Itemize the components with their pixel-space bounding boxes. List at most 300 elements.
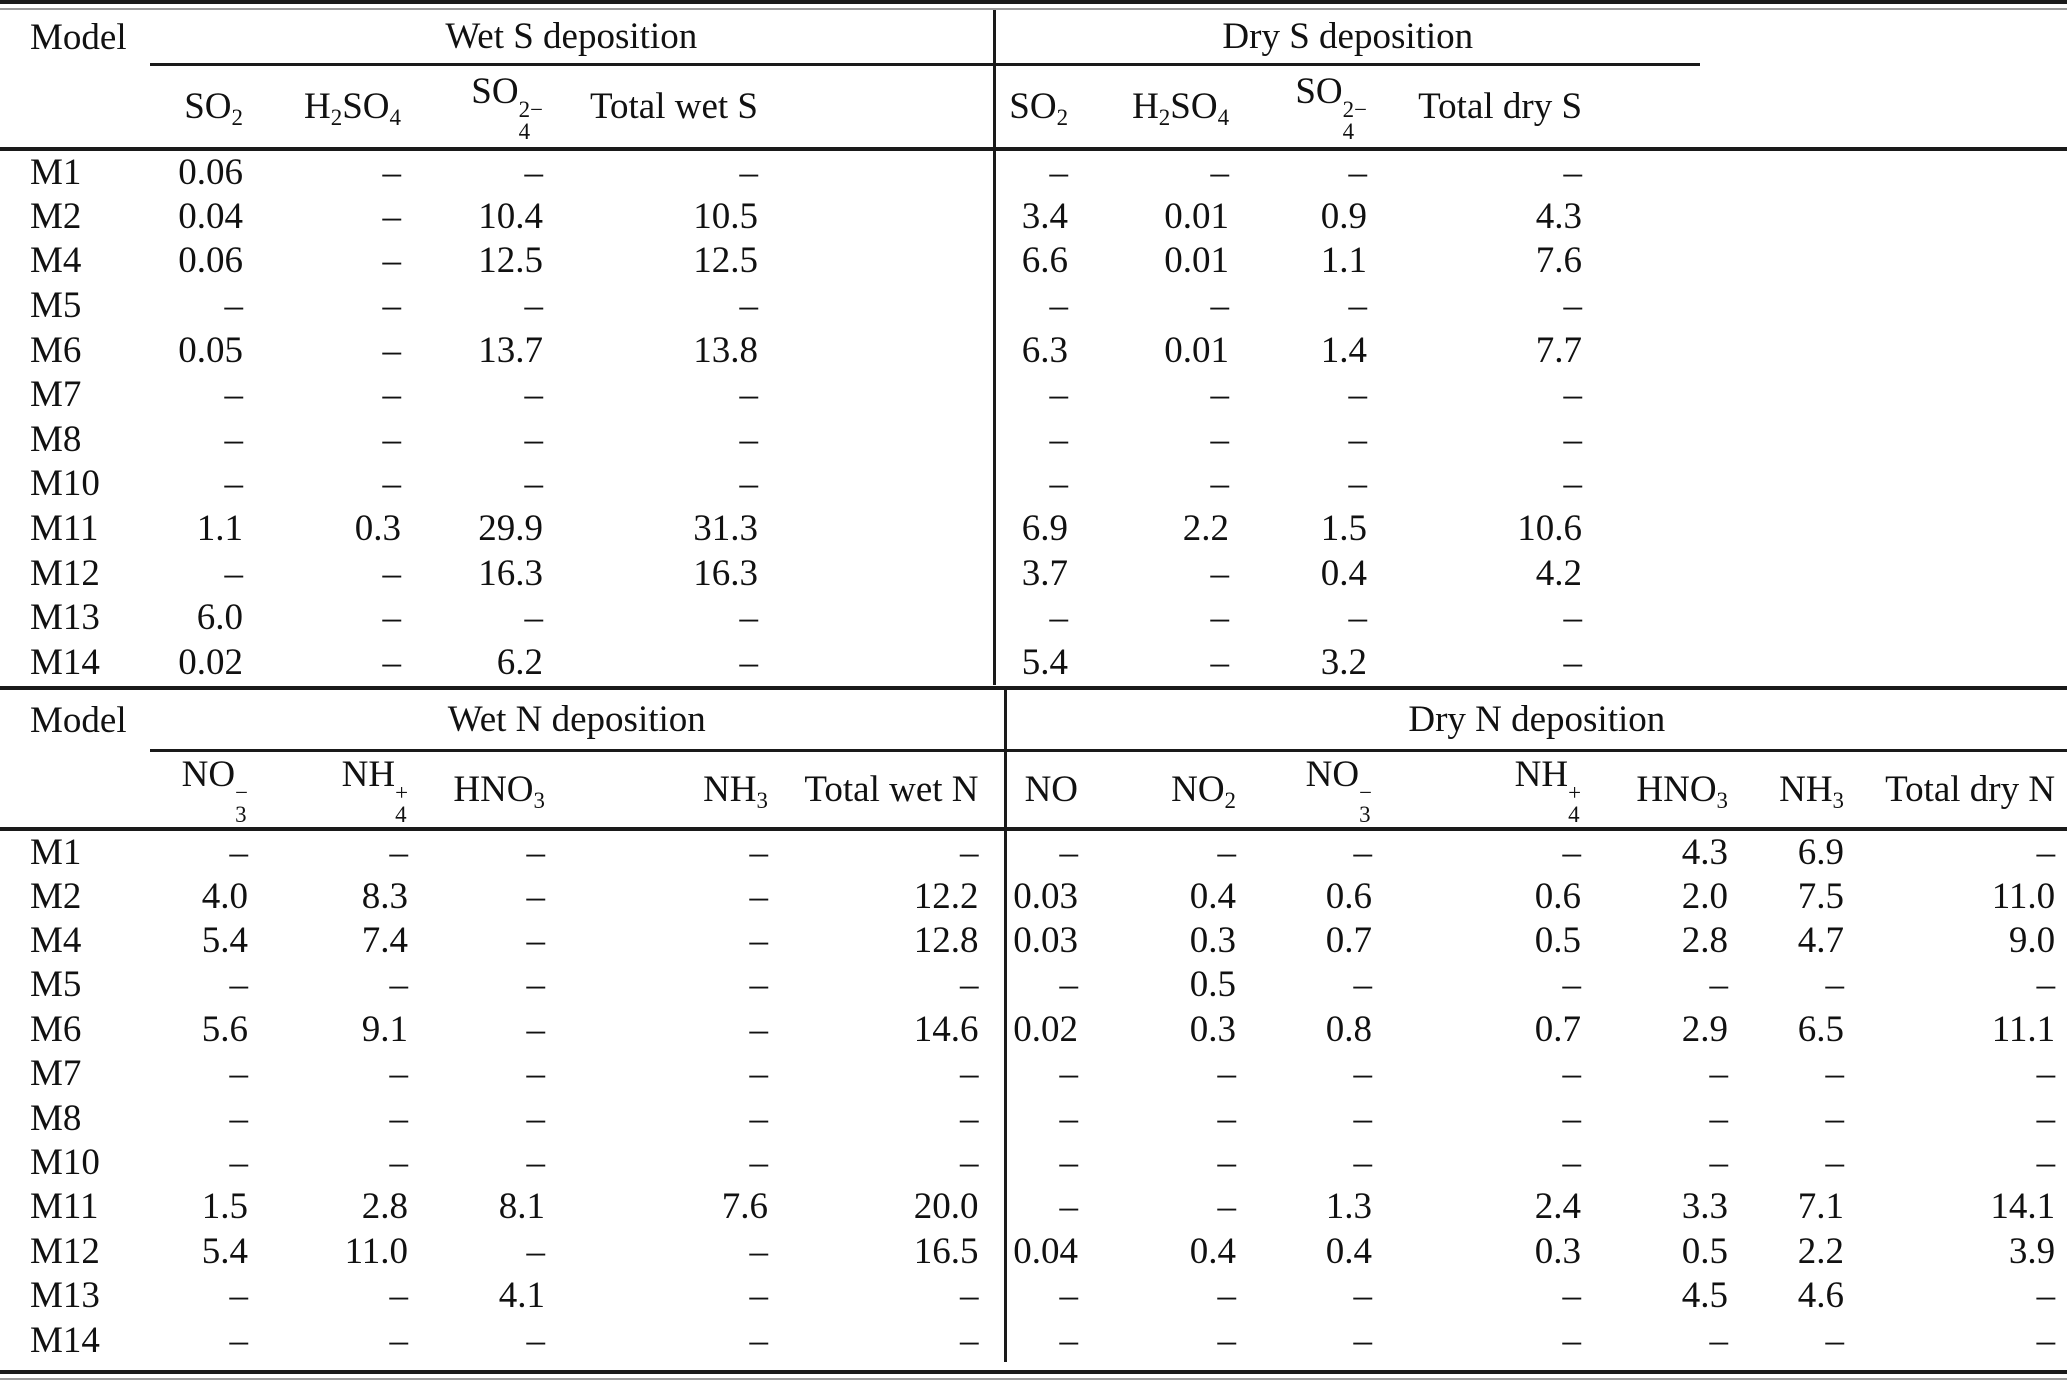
col-header: Total dry N xyxy=(1848,750,2067,829)
cell: – xyxy=(1348,152,1368,193)
col-header: NO − 3 xyxy=(150,750,252,829)
row-label: M12 xyxy=(30,552,100,594)
cell: – xyxy=(389,1275,408,1317)
cell: 29.9 xyxy=(478,507,543,549)
cell: 10.6 xyxy=(1517,507,1583,549)
cell: – xyxy=(382,552,401,594)
col-header: Total wet N xyxy=(772,750,1005,829)
cell: – xyxy=(739,152,758,193)
table-row xyxy=(0,239,2067,284)
cell: – xyxy=(1353,1053,1373,1095)
row-label: M4 xyxy=(30,920,82,962)
cell: 0.3 xyxy=(1534,1230,1582,1272)
spacer xyxy=(1586,640,1700,685)
col-header: Total dry S xyxy=(1371,64,1586,149)
cell: 0.3 xyxy=(1189,920,1237,962)
cell: – xyxy=(229,964,248,1006)
cell: – xyxy=(772,963,1005,1007)
cell: 7.6 xyxy=(1535,240,1583,282)
spacer xyxy=(1700,239,2067,284)
row-label: M4 xyxy=(30,240,82,282)
cell: 1.5 xyxy=(201,1186,248,1228)
spacer xyxy=(762,194,994,239)
cell: – xyxy=(526,1142,545,1184)
cell: 4.0 xyxy=(201,875,248,917)
cell: – xyxy=(382,418,401,460)
col-header: $HNO_3$ xyxy=(1585,750,1732,829)
cell: 2.2 xyxy=(1182,507,1230,549)
cell: 2.2 xyxy=(1797,1230,1845,1272)
cell: – xyxy=(1825,1097,1845,1139)
cell: – xyxy=(1709,964,1729,1006)
col-header: $SO_2$ xyxy=(994,64,1072,149)
spacer xyxy=(762,372,994,417)
spacer xyxy=(1586,283,1700,328)
cell: – xyxy=(749,1230,768,1272)
cell: – xyxy=(1563,597,1583,639)
cell: – xyxy=(749,1053,768,1095)
col-header: $H_2SO_4$ xyxy=(1072,64,1233,149)
table-row xyxy=(0,640,2067,685)
cell: – xyxy=(382,463,401,505)
row-label: M13 xyxy=(30,1275,100,1317)
cell: – xyxy=(229,1142,248,1184)
cell: 4.2 xyxy=(1535,552,1583,594)
cell: – xyxy=(1353,832,1373,873)
cell: – xyxy=(1348,463,1368,505)
cell: 31.3 xyxy=(693,507,758,549)
cell: – xyxy=(1210,552,1230,594)
row-label: M10 xyxy=(30,1142,100,1184)
cell: – xyxy=(389,964,408,1006)
cell: 6.9 xyxy=(1797,832,1845,873)
row-label: M14 xyxy=(30,641,100,683)
cell: – xyxy=(526,832,545,873)
cell: 0.3 xyxy=(1189,1008,1237,1050)
table-row xyxy=(0,1318,2067,1362)
table-row xyxy=(0,462,2067,507)
spacer xyxy=(1700,595,2067,640)
cell: 8.3 xyxy=(361,875,408,917)
spacer xyxy=(1586,462,1700,507)
cell: 14.6 xyxy=(772,1007,1005,1051)
cell: 4.5 xyxy=(1681,1275,1729,1317)
col-header: SO 2− 4 xyxy=(405,64,547,149)
cell: – xyxy=(2036,1319,2056,1361)
cell: 16.3 xyxy=(478,552,543,594)
cell: 0.02 xyxy=(178,641,243,683)
cell: – xyxy=(1059,1275,1079,1317)
spacer xyxy=(762,239,994,284)
cell: – xyxy=(749,964,768,1006)
cell: – xyxy=(526,1008,545,1050)
cell: 12.2 xyxy=(772,874,1005,918)
bottom-rule-thin xyxy=(0,1378,2067,1380)
cell: – xyxy=(229,1097,248,1139)
cell: 11.0 xyxy=(344,1230,408,1272)
cell: – xyxy=(1059,832,1079,873)
cell: 0.04 xyxy=(1013,1230,1079,1272)
cell: – xyxy=(524,152,543,193)
cell: – xyxy=(1562,1319,1582,1361)
spacer xyxy=(1700,417,2067,462)
cell: – xyxy=(1562,964,1582,1006)
cell: – xyxy=(772,1140,1005,1184)
cell: 13.8 xyxy=(693,329,758,371)
cell: 6.3 xyxy=(1021,329,1069,371)
row-label: M5 xyxy=(30,284,82,326)
cell: 4.6 xyxy=(1797,1275,1845,1317)
cell: – xyxy=(1563,641,1583,683)
table-row xyxy=(0,417,2067,462)
spacer xyxy=(1700,64,2067,149)
table-row xyxy=(0,149,2067,194)
cell: 11.1 xyxy=(1991,1008,2056,1050)
cell: 9.0 xyxy=(2008,920,2056,962)
cell: – xyxy=(526,1053,545,1095)
cell: – xyxy=(1709,1319,1729,1361)
row-label: M13 xyxy=(30,597,100,639)
cell: – xyxy=(1210,284,1230,326)
cell: – xyxy=(526,920,545,962)
cell: – xyxy=(224,552,243,594)
cell: – xyxy=(1049,284,1069,326)
cell: – xyxy=(2036,1053,2056,1095)
cell: 7.1 xyxy=(1797,1186,1845,1228)
cell: – xyxy=(1353,1142,1373,1184)
cell: 12.8 xyxy=(772,918,1005,962)
spacer xyxy=(1700,149,2067,194)
cell: 4.1 xyxy=(498,1275,545,1317)
cell: – xyxy=(749,1097,768,1139)
cell: 1.3 xyxy=(1325,1186,1373,1228)
cell: 0.5 xyxy=(1189,964,1237,1006)
cell: 13.7 xyxy=(478,329,543,371)
cell: 2.8 xyxy=(361,1186,408,1228)
group-header-row xyxy=(0,10,2067,64)
cell: 10.4 xyxy=(478,195,543,237)
col-header: $H_2SO_4$ xyxy=(247,64,405,149)
spacer xyxy=(762,506,994,551)
cell: – xyxy=(389,1142,408,1184)
col-header: NO xyxy=(1005,750,1082,829)
n-deposition-table xyxy=(0,686,2067,1362)
cell: – xyxy=(772,1052,1005,1096)
spacer xyxy=(1586,372,1700,417)
cell: – xyxy=(1210,641,1230,683)
row-label: M2 xyxy=(30,195,82,237)
cell: – xyxy=(524,418,543,460)
spacer xyxy=(1586,64,1700,149)
cell: 16.3 xyxy=(693,552,758,594)
row-label: M6 xyxy=(30,1008,82,1050)
cell: 5.4 xyxy=(201,1230,248,1272)
cell: – xyxy=(749,1319,768,1361)
spacer xyxy=(1586,595,1700,640)
row-label: M5 xyxy=(30,964,82,1006)
cell: 6.9 xyxy=(1021,507,1069,549)
table-row xyxy=(0,506,2067,551)
row-label: M7 xyxy=(30,1053,82,1095)
cell: – xyxy=(526,875,545,917)
row-label: M2 xyxy=(30,875,82,917)
cell: – xyxy=(524,597,543,639)
row-label: M1 xyxy=(30,832,82,873)
row-label: M1 xyxy=(30,152,82,193)
col-header: NH + 4 xyxy=(252,750,412,829)
cell: – xyxy=(224,374,243,416)
wet-group-header: Wet N deposition xyxy=(150,688,1005,750)
cell: – xyxy=(1059,1053,1079,1095)
species-header-row xyxy=(0,64,2067,149)
cell: – xyxy=(1217,1275,1237,1317)
cell: – xyxy=(389,1319,408,1361)
col-header: $SO_2$ xyxy=(150,64,247,149)
cell: – xyxy=(772,1096,1005,1140)
table-row xyxy=(0,1052,2067,1096)
cell: 5.6 xyxy=(201,1008,248,1050)
cell: – xyxy=(1049,463,1069,505)
spacer xyxy=(1586,417,1700,462)
cell: 2.4 xyxy=(1534,1186,1582,1228)
table-row xyxy=(0,1096,2067,1140)
cell: – xyxy=(739,641,758,683)
cell: – xyxy=(224,418,243,460)
cell: 6.0 xyxy=(196,597,243,639)
spacer xyxy=(1586,506,1700,551)
cell: – xyxy=(739,284,758,326)
cell: – xyxy=(1562,1053,1582,1095)
col-header: $NO_2$ xyxy=(1082,750,1240,829)
cell: – xyxy=(524,284,543,326)
cell: – xyxy=(1217,1053,1237,1095)
cell: 1.1 xyxy=(1320,240,1368,282)
spacer xyxy=(1586,239,1700,284)
cell: – xyxy=(1562,1097,1582,1139)
cell: – xyxy=(1217,1097,1237,1139)
cell: – xyxy=(1348,284,1368,326)
cell: – xyxy=(1825,1053,1845,1095)
cell: – xyxy=(1563,463,1583,505)
col-header: SO 2− 4 xyxy=(1233,64,1371,149)
cell: – xyxy=(772,1274,1005,1318)
spacer xyxy=(762,640,994,685)
cell: – xyxy=(382,195,401,237)
cell: – xyxy=(1348,374,1368,416)
cell: 5.4 xyxy=(201,920,248,962)
cell: – xyxy=(1353,1275,1373,1317)
cell: – xyxy=(1348,597,1368,639)
cell: 1.4 xyxy=(1320,329,1368,371)
col-header: NO − 3 xyxy=(1240,750,1376,829)
spacer xyxy=(1700,551,2067,596)
table-row xyxy=(0,874,2067,918)
cell: – xyxy=(526,1319,545,1361)
cell: – xyxy=(229,1275,248,1317)
cell: 0.02 xyxy=(1013,1008,1079,1050)
cell: – xyxy=(224,463,243,505)
cell: 0.6 xyxy=(1325,875,1373,917)
cell: – xyxy=(1059,1186,1079,1228)
row-label: M8 xyxy=(30,418,82,460)
cell: 4.3 xyxy=(1681,832,1729,873)
cell: 0.01 xyxy=(1164,329,1230,371)
dry-group-header: Dry N deposition xyxy=(1005,688,2067,750)
cell: – xyxy=(1353,1319,1373,1361)
spacer xyxy=(1586,328,1700,373)
cell: 0.3 xyxy=(354,507,401,549)
cell: – xyxy=(1059,1319,1079,1361)
cell: 7.4 xyxy=(361,920,408,962)
cell: 0.6 xyxy=(1534,875,1582,917)
cell: – xyxy=(739,463,758,505)
spacer xyxy=(1586,551,1700,596)
cell: 0.06 xyxy=(178,152,243,193)
cell: – xyxy=(749,1008,768,1050)
table-row xyxy=(0,918,2067,962)
cell: – xyxy=(772,1318,1005,1362)
spacer xyxy=(762,64,994,149)
cell: – xyxy=(229,1053,248,1095)
cell: 0.4 xyxy=(1320,552,1368,594)
col-header: $NH_3$ xyxy=(1732,750,1848,829)
table-row xyxy=(0,283,2067,328)
cell: – xyxy=(1353,1097,1373,1139)
cell: 0.4 xyxy=(1189,875,1237,917)
cell: – xyxy=(749,875,768,917)
cell: – xyxy=(382,329,401,371)
cell: 1.5 xyxy=(1320,507,1368,549)
cell: 16.5 xyxy=(772,1229,1005,1273)
spacer xyxy=(1700,462,2067,507)
col-header: NH + 4 xyxy=(1376,750,1585,829)
cell: – xyxy=(382,597,401,639)
spacer xyxy=(1700,328,2067,373)
cell: – xyxy=(772,829,1005,874)
cell: – xyxy=(1059,964,1079,1006)
col-header: $HNO_3$ xyxy=(412,750,549,829)
col-header: Total wet S xyxy=(547,64,762,149)
spacer xyxy=(762,551,994,596)
cell: – xyxy=(229,1319,248,1361)
cell: – xyxy=(382,641,401,683)
cell: 0.04 xyxy=(178,195,243,237)
cell: – xyxy=(1353,964,1373,1006)
cell: – xyxy=(526,1230,545,1272)
cell: 2.0 xyxy=(1681,875,1729,917)
spacer xyxy=(0,750,150,829)
cell: – xyxy=(1059,1142,1079,1184)
row-label: M14 xyxy=(30,1319,100,1361)
cell: – xyxy=(1709,1053,1729,1095)
cell: – xyxy=(524,374,543,416)
cell: – xyxy=(1825,964,1845,1006)
cell: 0.01 xyxy=(1164,240,1230,282)
cell: – xyxy=(1562,832,1582,873)
cell: – xyxy=(1348,418,1368,460)
spacer xyxy=(1700,372,2067,417)
row-label: M10 xyxy=(30,463,100,505)
cell: – xyxy=(1210,418,1230,460)
spacer xyxy=(1700,640,2067,685)
group-header-row xyxy=(0,688,2067,750)
cell: 0.05 xyxy=(178,329,243,371)
cell: – xyxy=(382,374,401,416)
cell: – xyxy=(749,1275,768,1317)
cell: 12.5 xyxy=(693,240,758,282)
cell: 0.7 xyxy=(1534,1008,1582,1050)
bottom-rule-thick xyxy=(0,1370,2067,1374)
cell: – xyxy=(1059,1097,1079,1139)
table-row xyxy=(0,194,2067,239)
cell: 6.6 xyxy=(1021,240,1069,282)
cell: – xyxy=(749,920,768,962)
row-label: M11 xyxy=(30,507,99,549)
cell: 0.06 xyxy=(178,240,243,282)
cell: – xyxy=(382,240,401,282)
spacer xyxy=(762,328,994,373)
cell: – xyxy=(526,1097,545,1139)
table-row xyxy=(0,1007,2067,1051)
cell: – xyxy=(1210,597,1230,639)
spacer xyxy=(762,595,994,640)
cell: 0.8 xyxy=(1325,1008,1373,1050)
table-row xyxy=(0,963,2067,1007)
cell: – xyxy=(1217,1186,1237,1228)
table-row xyxy=(0,1185,2067,1229)
cell: 0.5 xyxy=(1681,1230,1729,1272)
cell: – xyxy=(2036,1142,2056,1184)
row-label: M12 xyxy=(30,1230,100,1272)
model-column-header: Model xyxy=(30,16,127,58)
cell: – xyxy=(389,832,408,873)
cell: 6.5 xyxy=(1797,1008,1845,1050)
cell: – xyxy=(1049,418,1069,460)
cell: – xyxy=(749,1142,768,1184)
cell: – xyxy=(1709,1097,1729,1139)
cell: 3.9 xyxy=(2008,1230,2056,1272)
cell: 1.1 xyxy=(196,507,243,549)
col-header: $NH_3$ xyxy=(549,750,772,829)
top-rule-thick xyxy=(0,0,2067,4)
cell: 0.7 xyxy=(1325,920,1373,962)
spacer xyxy=(1700,194,2067,239)
cell: – xyxy=(1217,1319,1237,1361)
cell: 7.6 xyxy=(721,1186,768,1228)
cell: – xyxy=(524,463,543,505)
row-label: M7 xyxy=(30,374,82,416)
cell: – xyxy=(1563,284,1583,326)
cell: – xyxy=(749,832,768,873)
cell: – xyxy=(1049,374,1069,416)
cell: – xyxy=(1825,1319,1845,1361)
row-label: M11 xyxy=(30,1186,99,1228)
cell: 4.7 xyxy=(1797,920,1845,962)
model-column-header: Model xyxy=(0,688,150,750)
spacer xyxy=(762,462,994,507)
cell: 20.0 xyxy=(772,1185,1005,1229)
cell: 3.2 xyxy=(1320,641,1368,683)
cell: 9.1 xyxy=(361,1008,408,1050)
cell: 3.3 xyxy=(1681,1186,1729,1228)
cell: 7.7 xyxy=(1535,329,1583,371)
table-row xyxy=(0,328,2067,373)
cell: – xyxy=(1217,1142,1237,1184)
cell: – xyxy=(1825,1142,1845,1184)
spacer xyxy=(1700,506,2067,551)
cell: 5.4 xyxy=(1021,641,1069,683)
s-deposition-table xyxy=(0,10,2067,685)
